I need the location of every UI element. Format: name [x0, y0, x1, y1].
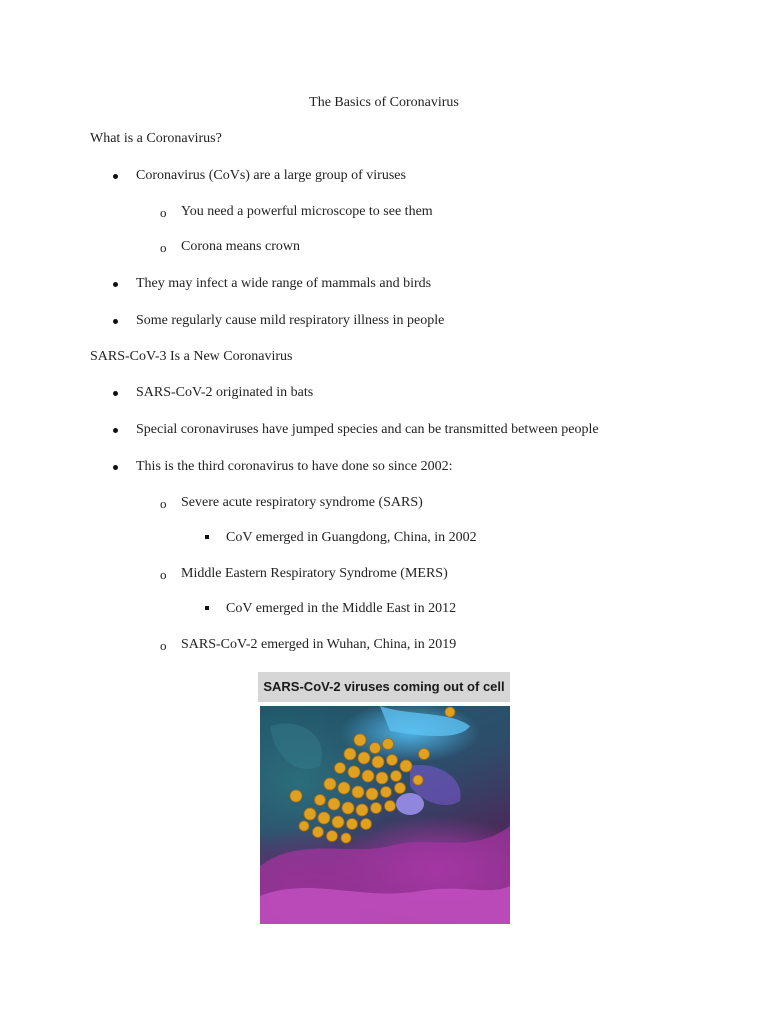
- bullet-disc-icon: [113, 319, 118, 324]
- virus-figure: [258, 672, 510, 924]
- bullet-circle-icon: o: [160, 496, 167, 511]
- bullet-circle-icon: o: [160, 638, 167, 653]
- bullet-disc-icon: [113, 174, 118, 179]
- bullet-disc-icon: [113, 428, 118, 433]
- list-item: CoV emerged in Guangdong, China, in 2002: [226, 530, 477, 545]
- list-item: Corona means crown: [181, 239, 300, 254]
- list-item: Severe acute respiratory syndrome (SARS): [181, 495, 423, 510]
- page-title: The Basics of Coronavirus: [309, 95, 459, 110]
- bullet-square-icon: [205, 535, 209, 539]
- list-item: They may infect a wide range of mammals and birds: [136, 276, 432, 291]
- section-heading-what-is-coronavirus: What is a Coronavirus?: [90, 131, 222, 146]
- list-item: Some regularly cause mild respiratory illness in people: [136, 313, 445, 328]
- list-item: Special coronaviruses have jumped species and can be transmitted between people: [136, 422, 599, 437]
- list-item: This is the third coronavirus to have done so since 2002:: [136, 459, 453, 474]
- bullet-disc-icon: [113, 465, 118, 470]
- section-heading-sars-cov: SARS-CoV-3 Is a New Coronavirus: [90, 349, 293, 364]
- bullet-circle-icon: o: [160, 567, 167, 582]
- virus-micrograph-image: [260, 706, 510, 924]
- bullet-disc-icon: [113, 282, 118, 287]
- figure-caption: SARS-CoV-2 viruses coming out of cell: [258, 672, 510, 702]
- bullet-disc-icon: [113, 391, 118, 396]
- list-item: Coronavirus (CoVs) are a large group of viruses: [136, 168, 406, 183]
- bullet-circle-icon: o: [160, 240, 167, 255]
- bullet-circle-icon: o: [160, 205, 167, 220]
- list-item: SARS-CoV-2 originated in bats: [136, 385, 314, 400]
- list-item: SARS-CoV-2 emerged in Wuhan, China, in 2019: [181, 637, 457, 652]
- list-item: CoV emerged in the Middle East in 2012: [226, 601, 457, 616]
- list-item: You need a powerful microscope to see them: [181, 204, 433, 219]
- bullet-square-icon: [205, 606, 209, 610]
- list-item: Middle Eastern Respiratory Syndrome (MERS): [181, 566, 448, 581]
